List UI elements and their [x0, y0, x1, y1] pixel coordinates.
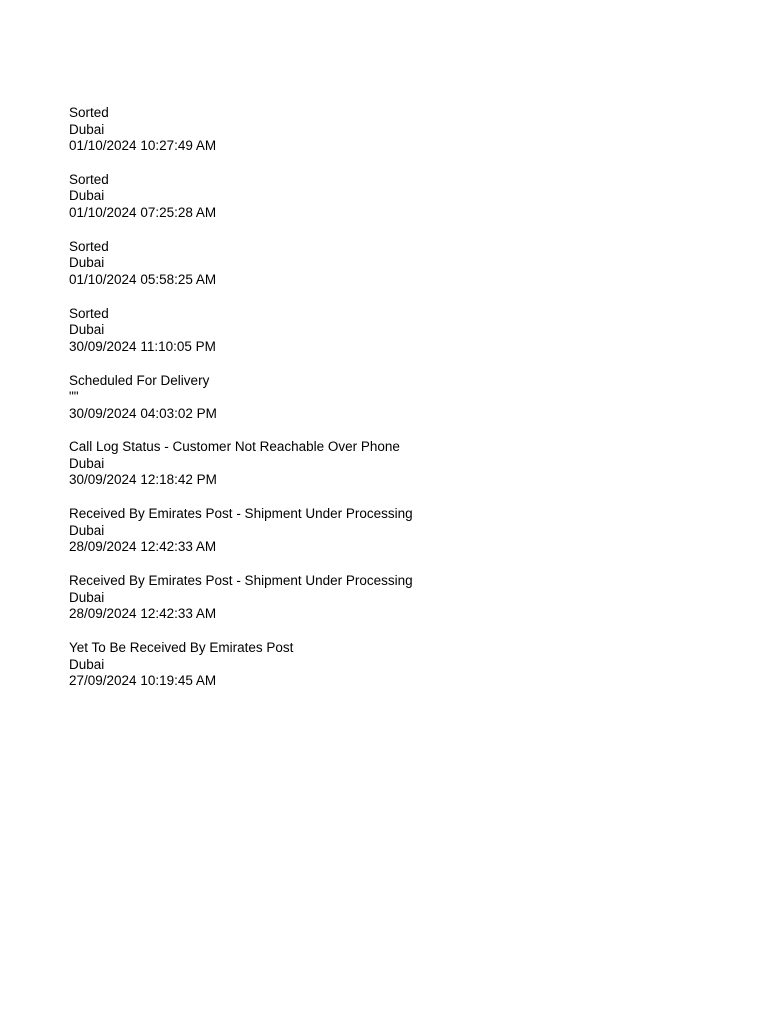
- event-status: Sorted: [69, 305, 109, 321]
- event-location: Dubai: [69, 522, 105, 538]
- event-datetime: 01/10/2024 05:58:25 AM: [69, 271, 217, 287]
- event-location: "": [69, 389, 79, 405]
- event-datetime: 28/09/2024 12:42:33 AM: [69, 539, 217, 555]
- event-status: Sorted: [69, 171, 109, 187]
- event-status: Scheduled For Delivery: [69, 372, 210, 388]
- event-datetime: 28/09/2024 12:42:33 AM: [69, 606, 217, 622]
- event-datetime: 01/10/2024 10:27:49 AM: [69, 138, 217, 153]
- tracking-event: [69, 573, 749, 623]
- event-location: Dubai: [69, 121, 105, 137]
- event-status: Sorted: [69, 105, 109, 120]
- tracking-event: [69, 640, 749, 690]
- tracking-event: [69, 239, 749, 289]
- event-location: Dubai: [69, 455, 105, 471]
- event-location: Dubai: [69, 255, 105, 271]
- event-status: Received By Emirates Post - Shipment Under Processing: [69, 573, 413, 589]
- event-datetime: 27/09/2024 10:19:45 AM: [69, 673, 217, 689]
- event-datetime: 30/09/2024 12:18:42 PM: [69, 472, 217, 488]
- tracking-event: [69, 506, 749, 556]
- tracking-event: [69, 439, 749, 489]
- event-location: Dubai: [69, 589, 105, 605]
- event-datetime: 30/09/2024 04:03:02 PM: [69, 405, 217, 421]
- event-status: Sorted: [69, 238, 109, 254]
- event-status: Call Log Status - Customer Not Reachable Over Phone: [69, 439, 400, 455]
- event-datetime: 30/09/2024 11:10:05 PM: [69, 338, 216, 354]
- event-status: Received By Emirates Post - Shipment Under Processing: [69, 506, 413, 522]
- event-location: Dubai: [69, 322, 105, 338]
- event-location: Dubai: [69, 188, 105, 204]
- tracking-event: [69, 373, 749, 423]
- tracking-event: [69, 172, 749, 222]
- event-status: Yet To Be Received By Emirates Post: [69, 640, 294, 656]
- tracking-event: [69, 105, 749, 155]
- event-location: Dubai: [69, 656, 105, 672]
- event-datetime: 01/10/2024 07:25:28 AM: [69, 204, 217, 220]
- tracking-history: [69, 105, 749, 707]
- tracking-event: [69, 306, 749, 356]
